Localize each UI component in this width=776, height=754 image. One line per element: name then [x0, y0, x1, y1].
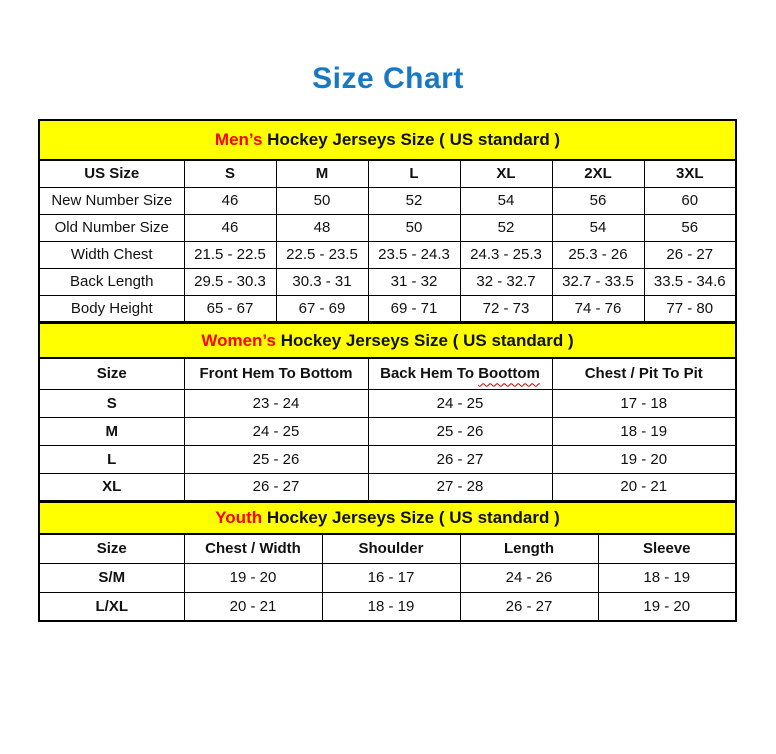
size-value-cell: 77 - 80 [644, 295, 736, 322]
row-label: S [39, 389, 184, 417]
table-row [39, 389, 736, 417]
table-row [39, 473, 736, 501]
row-label: Old Number Size [39, 214, 184, 241]
table-row [39, 295, 736, 322]
table-row [39, 592, 736, 621]
size-value-cell: 54 [460, 187, 552, 214]
size-value-cell: 26 - 27 [368, 445, 552, 473]
youth-size-table [38, 501, 737, 622]
column-header: Front Hem To Bottom [184, 358, 368, 389]
column-header: S [184, 160, 276, 187]
size-value-cell: 26 - 27 [644, 241, 736, 268]
row-label: Width Chest [39, 241, 184, 268]
column-header: Shoulder [322, 534, 460, 563]
row-label: L/XL [39, 592, 184, 621]
size-value-cell: 25.3 - 26 [552, 241, 644, 268]
size-value-cell: 50 [276, 187, 368, 214]
row-label: S/M [39, 563, 184, 592]
size-value-cell: 32 - 32.7 [460, 268, 552, 295]
size-value-cell: 52 [460, 214, 552, 241]
column-header: M [276, 160, 368, 187]
men-section-banner: Men’s Hockey Jerseys Size ( US standard ) [39, 120, 736, 160]
size-value-cell: 17 - 18 [552, 389, 736, 417]
size-value-cell: 27 - 28 [368, 473, 552, 501]
header-row [39, 160, 736, 187]
womens-size-table [38, 322, 737, 502]
column-header: Length [460, 534, 598, 563]
column-header: Chest / Pit To Pit [552, 358, 736, 389]
size-value-cell: 30.3 - 31 [276, 268, 368, 295]
size-value-cell: 31 - 32 [368, 268, 460, 295]
size-value-cell: 67 - 69 [276, 295, 368, 322]
size-value-cell: 19 - 20 [598, 592, 736, 621]
size-value-cell: 20 - 21 [552, 473, 736, 501]
size-value-cell: 19 - 20 [552, 445, 736, 473]
size-value-cell: 29.5 - 30.3 [184, 268, 276, 295]
youth-section-banner: Youth Hockey Jerseys Size ( US standard ) [39, 502, 736, 534]
size-value-cell: 46 [184, 187, 276, 214]
size-value-cell: 54 [552, 214, 644, 241]
size-value-cell: 65 - 67 [184, 295, 276, 322]
header-row [39, 358, 736, 389]
size-value-cell: 33.5 - 34.6 [644, 268, 736, 295]
size-value-cell: 16 - 17 [322, 563, 460, 592]
column-header: Sleeve [598, 534, 736, 563]
table-row [39, 445, 736, 473]
table-row [39, 214, 736, 241]
size-value-cell: 23 - 24 [184, 389, 368, 417]
row-label: Back Length [39, 268, 184, 295]
row-label: M [39, 417, 184, 445]
row-label: Body Height [39, 295, 184, 322]
banner-highlight: Men’s [214, 130, 263, 149]
size-value-cell: 50 [368, 214, 460, 241]
column-header: US Size [39, 160, 184, 187]
mens-size-table [38, 119, 737, 323]
page-title: Size Chart [312, 62, 464, 95]
row-label: New Number Size [39, 187, 184, 214]
size-value-cell: 46 [184, 214, 276, 241]
size-value-cell: 25 - 26 [184, 445, 368, 473]
size-value-cell: 72 - 73 [460, 295, 552, 322]
column-header: Size [39, 534, 184, 563]
size-value-cell: 48 [276, 214, 368, 241]
women-section-banner: Women’s Hockey Jerseys Size ( US standard ) [39, 323, 736, 358]
column-header: Size [39, 358, 184, 389]
column-header: 3XL [644, 160, 736, 187]
table-row [39, 187, 736, 214]
misspelled-word: Boottom [478, 365, 540, 383]
size-value-cell: 23.5 - 24.3 [368, 241, 460, 268]
column-header: 2XL [552, 160, 644, 187]
size-value-cell: 74 - 76 [552, 295, 644, 322]
size-chart [38, 119, 737, 622]
row-label: XL [39, 473, 184, 501]
size-value-cell: 32.7 - 33.5 [552, 268, 644, 295]
table-row [39, 241, 736, 268]
size-value-cell: 26 - 27 [184, 473, 368, 501]
column-header: Back Hem To Boottom [368, 358, 552, 389]
size-value-cell: 21.5 - 22.5 [184, 241, 276, 268]
size-value-cell: 69 - 71 [368, 295, 460, 322]
banner-highlight: Women’s [201, 330, 276, 350]
size-value-cell: 60 [644, 187, 736, 214]
table-row [39, 563, 736, 592]
row-label: L [39, 445, 184, 473]
table-row [39, 417, 736, 445]
size-value-cell: 22.5 - 23.5 [276, 241, 368, 268]
size-value-cell: 56 [644, 214, 736, 241]
size-value-cell: 19 - 20 [184, 563, 322, 592]
size-value-cell: 18 - 19 [598, 563, 736, 592]
size-value-cell: 24 - 25 [368, 389, 552, 417]
column-header: L [368, 160, 460, 187]
size-value-cell: 24 - 26 [460, 563, 598, 592]
column-header: XL [460, 160, 552, 187]
table-row [39, 268, 736, 295]
size-value-cell: 18 - 19 [322, 592, 460, 621]
size-value-cell: 52 [368, 187, 460, 214]
banner-highlight: Youth [215, 508, 263, 527]
size-value-cell: 20 - 21 [184, 592, 322, 621]
size-value-cell: 25 - 26 [368, 417, 552, 445]
size-value-cell: 56 [552, 187, 644, 214]
size-value-cell: 18 - 19 [552, 417, 736, 445]
size-value-cell: 26 - 27 [460, 592, 598, 621]
column-header: Chest / Width [184, 534, 322, 563]
size-value-cell: 24.3 - 25.3 [460, 241, 552, 268]
size-value-cell: 24 - 25 [184, 417, 368, 445]
header-row [39, 534, 736, 563]
